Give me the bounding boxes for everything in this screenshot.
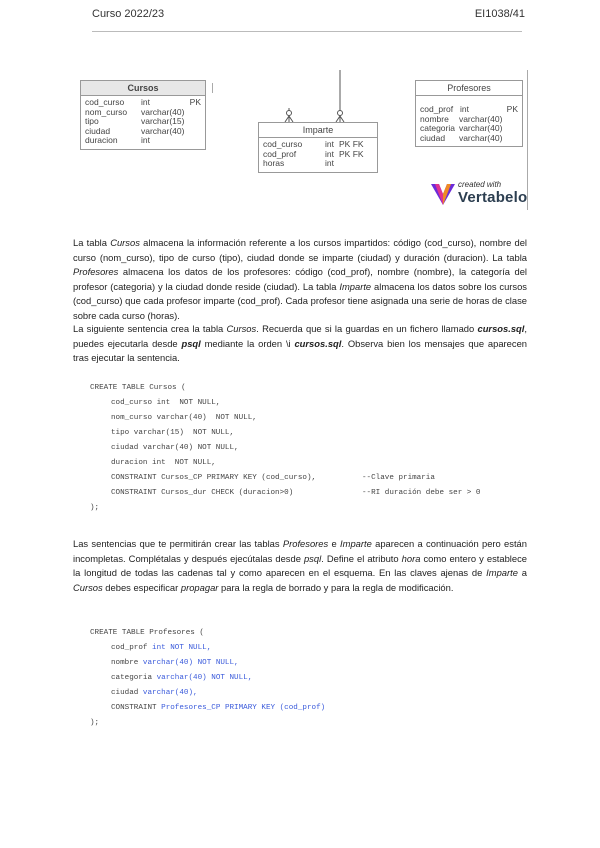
- code-line: );: [90, 719, 100, 727]
- code-line: CONSTRAINT Cursos_dur CHECK (duracion>0): [111, 489, 294, 497]
- code-comment: --RI duración debe ser > 0: [362, 489, 481, 497]
- table-row: cod_curso int PK: [85, 97, 201, 107]
- paragraph-description: La tabla Cursos almacena la información referente a los cursos impartidos: código (cod_curso), nombre del curso (nom_curso), tipo de curso (tipo), ciudad donde se imparte (ciudad) y duración (duracion). La tabla Profesores almacena los datos de los profesores: código (cod_prof), nombre (nombre), la categoría del profesor (categoria) y la ciudad donde reside (ciudad). La tabla Imparte almacena los datos sobre los cursos (cod_curso) que cada profesor imparte (cod_prof). Cada profesor tiene asignada una serie de horas de clase sobre cada curso (horas).: [73, 237, 528, 321]
- table-row: cod_curso int PK FK: [263, 139, 364, 149]
- course-year: Curso 2022/23: [92, 8, 165, 20]
- code-line: CREATE TABLE Cursos (: [90, 384, 186, 392]
- table-imparte-title: Imparte: [259, 123, 377, 138]
- course-code: EI1038/41: [474, 8, 525, 20]
- table-row: nombre varchar(40): [420, 113, 503, 124]
- table-row: tipo varchar(15): [85, 116, 185, 126]
- paragraph-create-cursos: La siguiente sentencia crea la tabla Cursos. Recuerda que si la guardas en un fichero llamado cursos.sql, puedes ejecutarla desde psql mediante la orden \i cursos.sql. Observa bien los mensajes que aparecen tras ejecutar la sentencia.: [73, 323, 527, 364]
- code-line: nombre varchar(40) NOT NULL,: [111, 659, 239, 667]
- code-line: CREATE TABLE Profesores (: [90, 629, 204, 637]
- table-row: duracion int: [85, 135, 150, 145]
- table-cursos-title: Cursos: [81, 81, 205, 96]
- table-row: ciudad varchar(40): [420, 132, 503, 143]
- logo-created-with: created with: [458, 180, 502, 189]
- table-row: horas int: [263, 158, 334, 168]
- table-row: nom_curso varchar(40): [85, 106, 185, 117]
- code-line: CONSTRAINT Profesores_CP PRIMARY KEY (cod_prof): [111, 704, 326, 712]
- code-line: categoria varchar(40) NOT NULL,: [111, 674, 253, 682]
- code-line: CONSTRAINT Cursos_CP PRIMARY KEY (cod_curso),: [111, 474, 317, 482]
- code-line: ciudad varchar(40),: [111, 689, 198, 697]
- table-row: cod_prof int PK: [420, 104, 518, 114]
- logo-vertabelo: Vertabelo: [458, 189, 528, 206]
- code-line: duracion int NOT NULL,: [111, 459, 216, 467]
- code-line: cod_curso int NOT NULL,: [111, 399, 221, 407]
- table-profesores: [415, 80, 523, 147]
- vertabelo-logo-icon: [430, 182, 456, 206]
- code-line: tipo varchar(15) NOT NULL,: [111, 429, 235, 437]
- code-line: nom_curso varchar(40) NOT NULL,: [111, 414, 257, 422]
- table-row: categoria varchar(40): [420, 123, 503, 133]
- table-imparte: [258, 122, 378, 173]
- code-line: ciudad varchar(40) NOT NULL,: [111, 444, 239, 452]
- paragraph-instructions: Las sentencias que te permitirán crear las tablas Profesores e Imparte aparecen a continuación pero están incompletas. Complétalas y después ejecútalas desde psql. Define el atributo hora como entero y establece la longitud de todas las cadenas tal y como aparecen en el esquema. En las claves ajenas de Imparte a Cursos debes especificar propagar para la regla de borrado y para la regla de modificación.: [73, 538, 527, 593]
- table-row: cod_prof int PK FK: [263, 148, 364, 159]
- code-create-profesores: [90, 629, 326, 727]
- header-rule: [92, 31, 522, 32]
- table-profesores-title: Profesores: [416, 81, 522, 96]
- vertabelo-logo: [430, 180, 530, 210]
- code-line: cod_prof int NOT NULL,: [111, 644, 212, 652]
- table-row: ciudad varchar(40): [85, 125, 185, 136]
- code-line: );: [90, 504, 100, 512]
- code-comment: --Clave primaria: [362, 474, 435, 482]
- code-create-cursos: [90, 384, 481, 512]
